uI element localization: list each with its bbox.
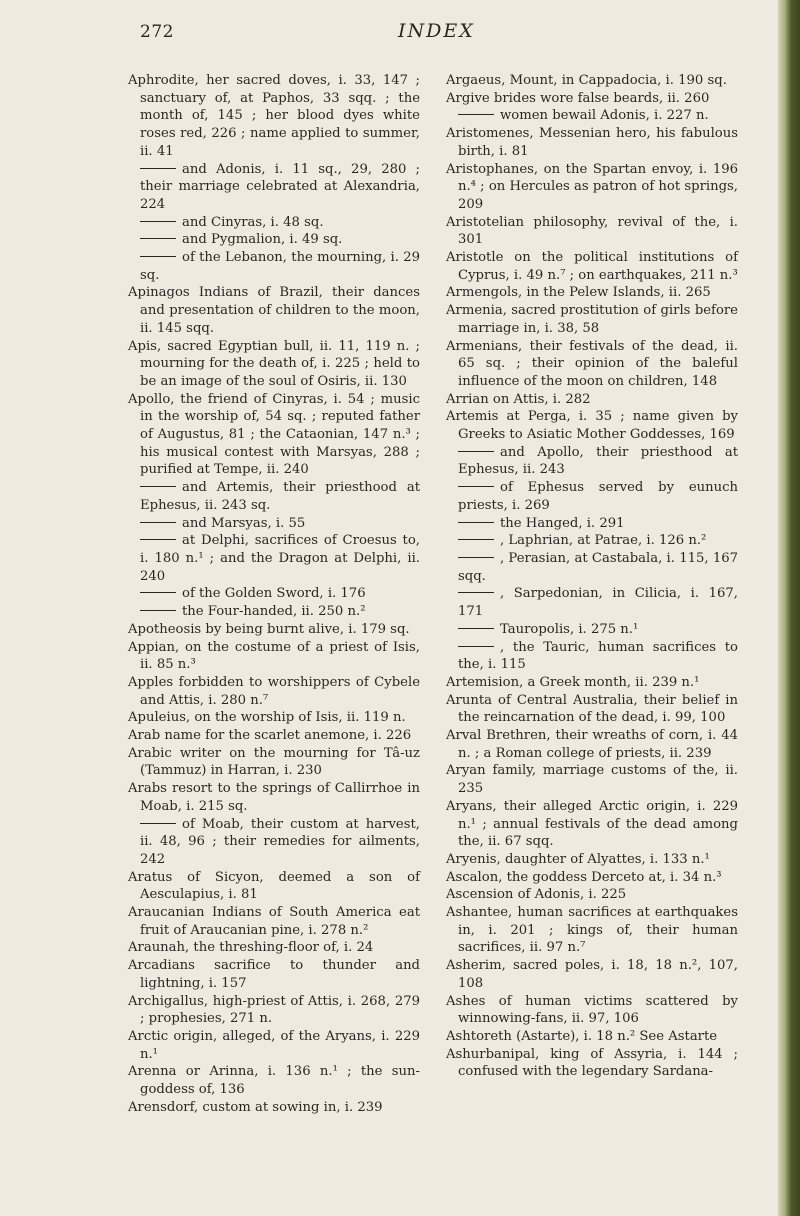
index-entry xyxy=(446,1046,738,1081)
page-number: 272 xyxy=(140,22,174,42)
index-subentry xyxy=(446,444,738,479)
index-subentry xyxy=(128,249,420,284)
ditto-dash xyxy=(140,592,176,593)
index-entry xyxy=(446,338,738,391)
entry-text: Ascension of Adonis, i. 225 xyxy=(446,887,627,903)
entry-text: Araunah, the threshing-floor of, i. 24 xyxy=(128,940,374,956)
ditto-dash xyxy=(458,646,494,647)
entry-text: , Laphrian, at Patrae, i. 126 n.² xyxy=(500,533,707,549)
index-column-right xyxy=(446,72,738,1081)
index-entry xyxy=(128,993,420,1028)
index-entry xyxy=(128,621,420,639)
entry-text: Aristotle on the political institutions of Cyprus, i. 49 n.⁷ ; on earthquakes, 211 n.³ xyxy=(446,250,738,283)
entry-text: Aphrodite, her sacred doves, i. 33, 147 ; sanctuary of, at Paphos, 33 sqq. ; the month of, 145 ; her blood dyes white roses red, 226 ; name applied to summer, ii. 41 xyxy=(128,73,420,159)
index-subentry xyxy=(446,479,738,514)
index-entry xyxy=(446,869,738,887)
index-entry xyxy=(446,674,738,692)
entry-text: Apinagos Indians of Brazil, their dances and presentation of children to the moon, ii. 145 sqq. xyxy=(128,285,420,336)
ditto-dash xyxy=(458,557,494,558)
index-column-left xyxy=(128,72,420,1116)
index-entry xyxy=(128,639,420,674)
entry-text: Apuleius, on the worship of Isis, ii. 119 n. xyxy=(128,710,406,726)
entry-text: of Ephesus served by eunuch priests, i. 269 xyxy=(458,480,738,513)
entry-text: and Cinyras, i. 48 sq. xyxy=(182,214,324,230)
entry-text: Apples forbidden to worshippers of Cybele and Attis, i. 280 n.⁷ xyxy=(128,674,420,708)
ditto-dash xyxy=(458,114,494,115)
index-entry xyxy=(128,674,420,709)
entry-text: at Delphi, sacrifices of Croesus to, i. 180 n.¹ ; and the Dragon at Delphi, ii. 240 xyxy=(140,533,420,584)
ditto-dash xyxy=(140,256,176,257)
index-entry xyxy=(446,408,738,443)
entry-text: Araucanian Indians of South America eat fruit of Araucanian pine, i. 278 n.² xyxy=(128,905,420,938)
entry-text: Aryan family, marriage customs of the, ii. 235 xyxy=(446,763,738,797)
entry-text: Artemision, a Greek month, ii. 239 n.¹ xyxy=(446,674,700,690)
ditto-dash xyxy=(140,823,176,824)
ditto-dash xyxy=(458,451,494,452)
entry-text: Aristomenes, Messenian hero, his fabulous birth, i. 81 xyxy=(446,126,738,159)
index-entry xyxy=(128,284,420,337)
ditto-dash xyxy=(140,238,176,239)
entry-text: Ashes of human victims scattered by winnowing-fans, ii. 97, 106 xyxy=(446,993,738,1027)
entry-text: , Sarpedonian, in Cilicia, i. 167, 171 xyxy=(458,586,738,620)
entry-text: the Hanged, i. 291 xyxy=(500,515,625,531)
index-entry xyxy=(446,302,738,337)
entry-text: Aristophanes, on the Spartan envoy, i. 196 n.⁴ ; on Hercules as patron of hot springs, 209 xyxy=(446,161,738,212)
ditto-dash xyxy=(140,221,176,222)
entry-text: Ashurbanipal, king of Assyria, i. 144 ; confused with the legendary Sardana- xyxy=(446,1046,738,1080)
index-entry xyxy=(128,709,420,727)
entry-text: Argive brides wore false beards, ii. 260 xyxy=(446,90,710,106)
index-entry xyxy=(128,727,420,745)
entry-text: Armengols, in the Pelew Islands, ii. 265 xyxy=(446,285,711,301)
index-entry xyxy=(446,957,738,992)
index-entry xyxy=(128,939,420,957)
index-entry xyxy=(446,762,738,797)
entry-text: Ascalon, the goddess Derceto at, i. 34 n.³ xyxy=(446,869,722,885)
entry-text: Arrian on Attis, i. 282 xyxy=(446,391,591,407)
index-subentry xyxy=(128,515,420,533)
entry-text: , Perasian, at Castabala, i. 115, 167 sqq. xyxy=(458,550,738,584)
ditto-dash xyxy=(458,628,494,629)
entry-text: Aristotelian philosophy, revival of the, i. 301 xyxy=(446,214,738,248)
entry-text: Arabic writer on the mourning for Tâ-uz (Tammuz) in Harran, i. 230 xyxy=(128,745,420,779)
ditto-dash xyxy=(140,486,176,487)
entry-text: Arcadians sacrifice to thunder and lightning, i. 157 xyxy=(128,958,420,991)
index-entry xyxy=(446,72,738,90)
index-entry xyxy=(128,1063,420,1098)
index-entry xyxy=(446,886,738,904)
index-entry xyxy=(128,904,420,939)
index-subentry xyxy=(128,816,420,869)
entry-text: Armenians, their festivals of the dead, ii. 65 sq. ; their opinion of the baleful influence of the moon on children, 148 xyxy=(446,338,738,389)
index-subentry xyxy=(446,621,738,639)
index-subentry xyxy=(128,585,420,603)
index-entry xyxy=(128,745,420,780)
entry-text: the Four-handed, ii. 250 n.² xyxy=(182,604,366,620)
index-entry xyxy=(446,249,738,284)
entry-text: Asherim, sacred poles, i. 18, 18 n.², 107, 108 xyxy=(446,958,738,991)
index-entry xyxy=(446,727,738,762)
index-entry xyxy=(128,780,420,815)
entry-text: Arunta of Central Australia, their belief in the reincarnation of the dead, i. 99, 100 xyxy=(446,692,738,726)
entry-text: Arab name for the scarlet anemone, i. 226 xyxy=(128,728,412,744)
running-title: INDEX xyxy=(398,20,475,42)
entry-text: Ashantee, human sacrifices at earthquakes in, i. 201 ; kings of, their human sacrifices, ii. 97 n.⁷ xyxy=(446,905,738,956)
index-entry xyxy=(128,72,420,161)
entry-text: Aratus of Sicyon, deemed a son of Aesculapius, i. 81 xyxy=(128,869,420,903)
entry-text: Arensdorf, custom at sowing in, i. 239 xyxy=(128,1099,383,1115)
index-subentry xyxy=(446,585,738,620)
index-subentry xyxy=(446,639,738,674)
entry-text: Tauropolis, i. 275 n.¹ xyxy=(500,621,639,637)
index-entry xyxy=(128,1028,420,1063)
ditto-dash xyxy=(458,539,494,540)
index-entry xyxy=(446,90,738,108)
index-subentry xyxy=(128,161,420,214)
entry-text: and Marsyas, i. 55 xyxy=(182,515,306,531)
entry-text: Apotheosis by being burnt alive, i. 179 sq. xyxy=(128,621,410,637)
ditto-dash xyxy=(140,610,176,611)
entry-text: and Adonis, i. 11 sq., 29, 280 ; their marriage celebrated at Alexandria, 224 xyxy=(140,161,420,212)
ditto-dash xyxy=(458,592,494,593)
entry-text: Apollo, the friend of Cinyras, i. 54 ; music in the worship of, 54 sq. ; reputed father of Augustus, 81 ; the Cataonian, 147 n.³ ; his musical contest with Marsyas, 288 ; purified at Tempe, ii. 240 xyxy=(128,391,420,478)
entry-text: Arabs resort to the springs of Callirrhoe in Moab, i. 215 sq. xyxy=(128,781,420,814)
index-entry xyxy=(446,161,738,214)
index-entry xyxy=(446,993,738,1028)
entry-text: and Apollo, their priesthood at Ephesus, ii. 243 xyxy=(458,444,738,478)
index-entry xyxy=(446,851,738,869)
index-subentry xyxy=(446,515,738,533)
entry-text: Ashtoreth (Astarte), i. 18 n.² See Astarte xyxy=(446,1028,718,1044)
entry-text: Arctic origin, alleged, of the Aryans, i. 229 n.¹ xyxy=(128,1028,420,1062)
index-subentry xyxy=(128,532,420,585)
entry-text: Artemis at Perga, i. 35 ; name given by Greeks to Asiatic Mother Goddesses, 169 xyxy=(446,409,738,443)
index-entry xyxy=(446,214,738,249)
index-subentry xyxy=(128,479,420,514)
entry-text: and Artemis, their priesthood at Ephesus, ii. 243 sq. xyxy=(140,480,420,513)
ditto-dash xyxy=(140,522,176,523)
entry-text: Appian, on the costume of a priest of Isis, ii. 85 n.³ xyxy=(128,639,420,673)
index-subentry xyxy=(446,107,738,125)
index-subentry xyxy=(128,214,420,232)
index-subentry xyxy=(446,532,738,550)
index-entry xyxy=(446,692,738,727)
index-entry xyxy=(446,798,738,851)
entry-text: Argaeus, Mount, in Cappadocia, i. 190 sq. xyxy=(446,73,727,88)
ditto-dash xyxy=(458,522,494,523)
index-subentry xyxy=(446,550,738,585)
index-subentry xyxy=(128,603,420,621)
index-entry xyxy=(446,904,738,957)
index-entry xyxy=(446,1028,738,1046)
index-subentry xyxy=(128,231,420,249)
entry-text: Arenna or Arinna, i. 136 n.¹ ; the sun-goddess of, 136 xyxy=(128,1064,420,1098)
index-entry xyxy=(446,284,738,302)
index-entry xyxy=(128,338,420,391)
entry-text: of Moab, their custom at harvest, ii. 48, 96 ; their remedies for ailments, 242 xyxy=(140,816,420,867)
index-entry xyxy=(446,391,738,409)
entry-text: Aryans, their alleged Arctic origin, i. 229 n.¹ ; annual festivals of the dead among the, ii. 67 sqq. xyxy=(446,798,738,850)
entry-text: , the Tauric, human sacrifices to the, i. 115 xyxy=(458,639,738,673)
ditto-dash xyxy=(458,486,494,487)
page-edge xyxy=(778,0,800,1216)
entry-text: and Pygmalion, i. 49 sq. xyxy=(182,232,343,248)
index-entry xyxy=(128,391,420,480)
index-entry xyxy=(128,1099,420,1117)
index-entry xyxy=(128,869,420,904)
entry-text: Armenia, sacred prostitution of girls before marriage in, i. 38, 58 xyxy=(446,303,738,336)
entry-text: of the Golden Sword, i. 176 xyxy=(182,586,366,602)
entry-text: women bewail Adonis, i. 227 n. xyxy=(500,108,709,124)
entry-text: of the Lebanon, the mourning, i. 29 sq. xyxy=(140,250,420,283)
entry-text: Aryenis, daughter of Alyattes, i. 133 n.¹ xyxy=(446,851,710,867)
ditto-dash xyxy=(140,539,176,540)
index-entry xyxy=(128,957,420,992)
ditto-dash xyxy=(140,168,176,169)
entry-text: Archigallus, high-priest of Attis, i. 268, 279 ; prophesies, 271 n. xyxy=(128,993,420,1027)
index-entry xyxy=(446,125,738,160)
entry-text: Arval Brethren, their wreaths of corn, i. 44 n. ; a Roman college of priests, ii. 239 xyxy=(446,728,738,761)
entry-text: Apis, sacred Egyptian bull, ii. 11, 119 n. ; mourning for the death of, i. 225 ; held to be an image of the soul of Osiris, ii. 130 xyxy=(128,338,420,389)
